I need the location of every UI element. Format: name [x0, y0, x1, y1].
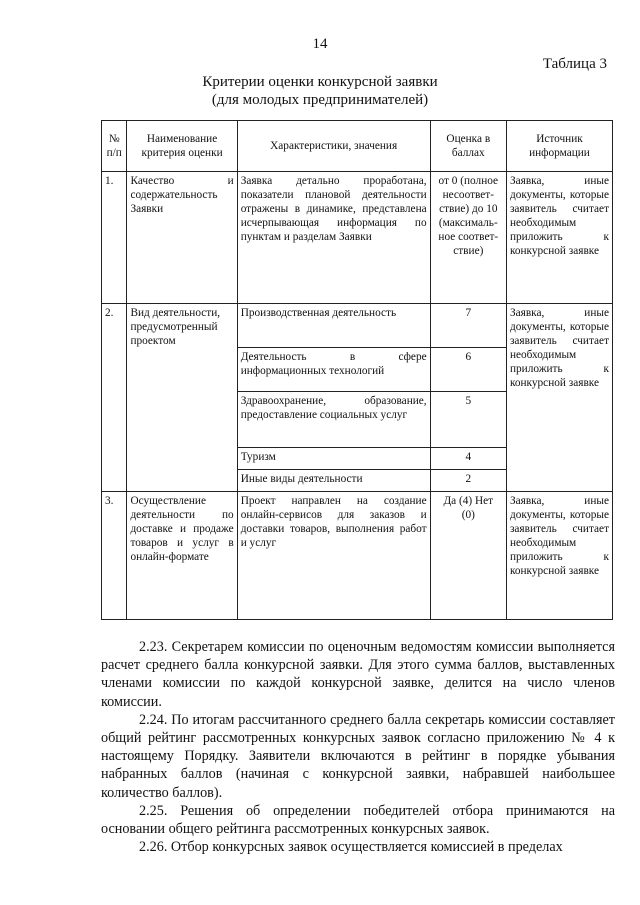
paragraph-2-23: 2.23. Секретарем комиссии по оценочным ведомостям комиссии выполняется расчет среднего балла конкурсной заявки. Для этого сумма баллов, выставленных членами комиссии по каждой конкурсной заявке, делится на число членов комиссии. — [101, 639, 615, 710]
row-score: Да (4) Нет (0) — [430, 492, 506, 620]
table-row — [102, 492, 613, 620]
table-title — [0, 73, 640, 109]
subrow-characteristic: Туризм — [237, 448, 430, 470]
row-source: Заявка, иные документы, которые заявитель считает необходимым приложить к конкурсной заявке — [506, 492, 612, 620]
row-characteristic: Проект направлен на создание онлайн-сервисов для заказов и доставки товаров, выполнения работ и услуг — [237, 492, 430, 620]
header-source: Источник информации — [506, 121, 612, 172]
paragraph-2-26: 2.26. Отбор конкурсных заявок осуществляется комиссией в пределах — [139, 839, 563, 856]
title-line-2: (для молодых предпринимателей) — [211, 92, 429, 108]
title-line-1: Критерии оценки конкурсной заявки — [202, 74, 438, 90]
header-score: Оценка в баллах — [430, 121, 506, 172]
subrow-score: 5 — [430, 392, 506, 448]
row-characteristic: Заявка детально проработана, показатели плановой деятельности отражены в динамике, представлена исчерпывающая информация по пунктам и разделам Заявки — [237, 172, 430, 304]
row-source: Заявка, иные документы, которые заявитель считает необходимым приложить к конкурсной заявке — [506, 304, 612, 492]
table-row — [102, 304, 613, 348]
subrow-characteristic: Производственная деятельность — [237, 304, 430, 348]
row-num: 1. — [102, 172, 127, 304]
row-source: Заявка, иные документы, которые заявитель считает необходимым приложить к конкурсной заявке — [506, 172, 612, 304]
header-characteristic: Характеристики, значения — [237, 121, 430, 172]
paragraph-2-24: 2.24. По итогам рассчитанного среднего балла секретарь комиссии составляет общий рейтинг рассмотренных конкурсных заявок согласно приложению № 4 к настоящему Порядку. Заявители включаются в рейтинг в порядке убывания набранных баллов (начиная с конкурсной заявки, набравшей наибольшее количество баллов). — [101, 711, 615, 801]
subrow-score: 7 — [430, 304, 506, 348]
subrow-score: 2 — [430, 470, 506, 492]
criteria-table — [101, 120, 613, 620]
paragraph-2-25: 2.25. Решения об определении победителей отбора принимаются на основании общего рейтинга рассмотренных конкурсных заявок. — [101, 802, 615, 838]
table-label: Таблица 3 — [542, 56, 607, 72]
body-text — [101, 638, 615, 856]
row-score: от 0 (полное несоответ-ствие) до 10 (максималь-ное соответ-ствие) — [430, 172, 506, 304]
row-num: 2. — [102, 304, 127, 492]
subrow-score: 6 — [430, 348, 506, 392]
table-header-row — [102, 121, 613, 172]
header-criterion: Наименование критерия оценки — [127, 121, 237, 172]
row-num: 3. — [102, 492, 127, 620]
row-criterion: Вид деятельности, предусмотренный проектом — [127, 304, 237, 492]
subrow-characteristic: Иные виды деятельности — [237, 470, 430, 492]
row-criterion: Осуществление деятельности по доставке и продаже товаров и услуг в онлайн-формате — [127, 492, 237, 620]
header-num: № п/п — [102, 121, 127, 172]
subrow-characteristic: Деятельность в сфере информационных технологий — [237, 348, 430, 392]
subrow-characteristic: Здравоохранение, образование, предоставление социальных услуг — [237, 392, 430, 448]
table-row — [102, 172, 613, 304]
subrow-score: 4 — [430, 448, 506, 470]
row-criterion: Качество и содержательность Заявки — [127, 172, 237, 304]
page-number: 14 — [312, 36, 328, 52]
